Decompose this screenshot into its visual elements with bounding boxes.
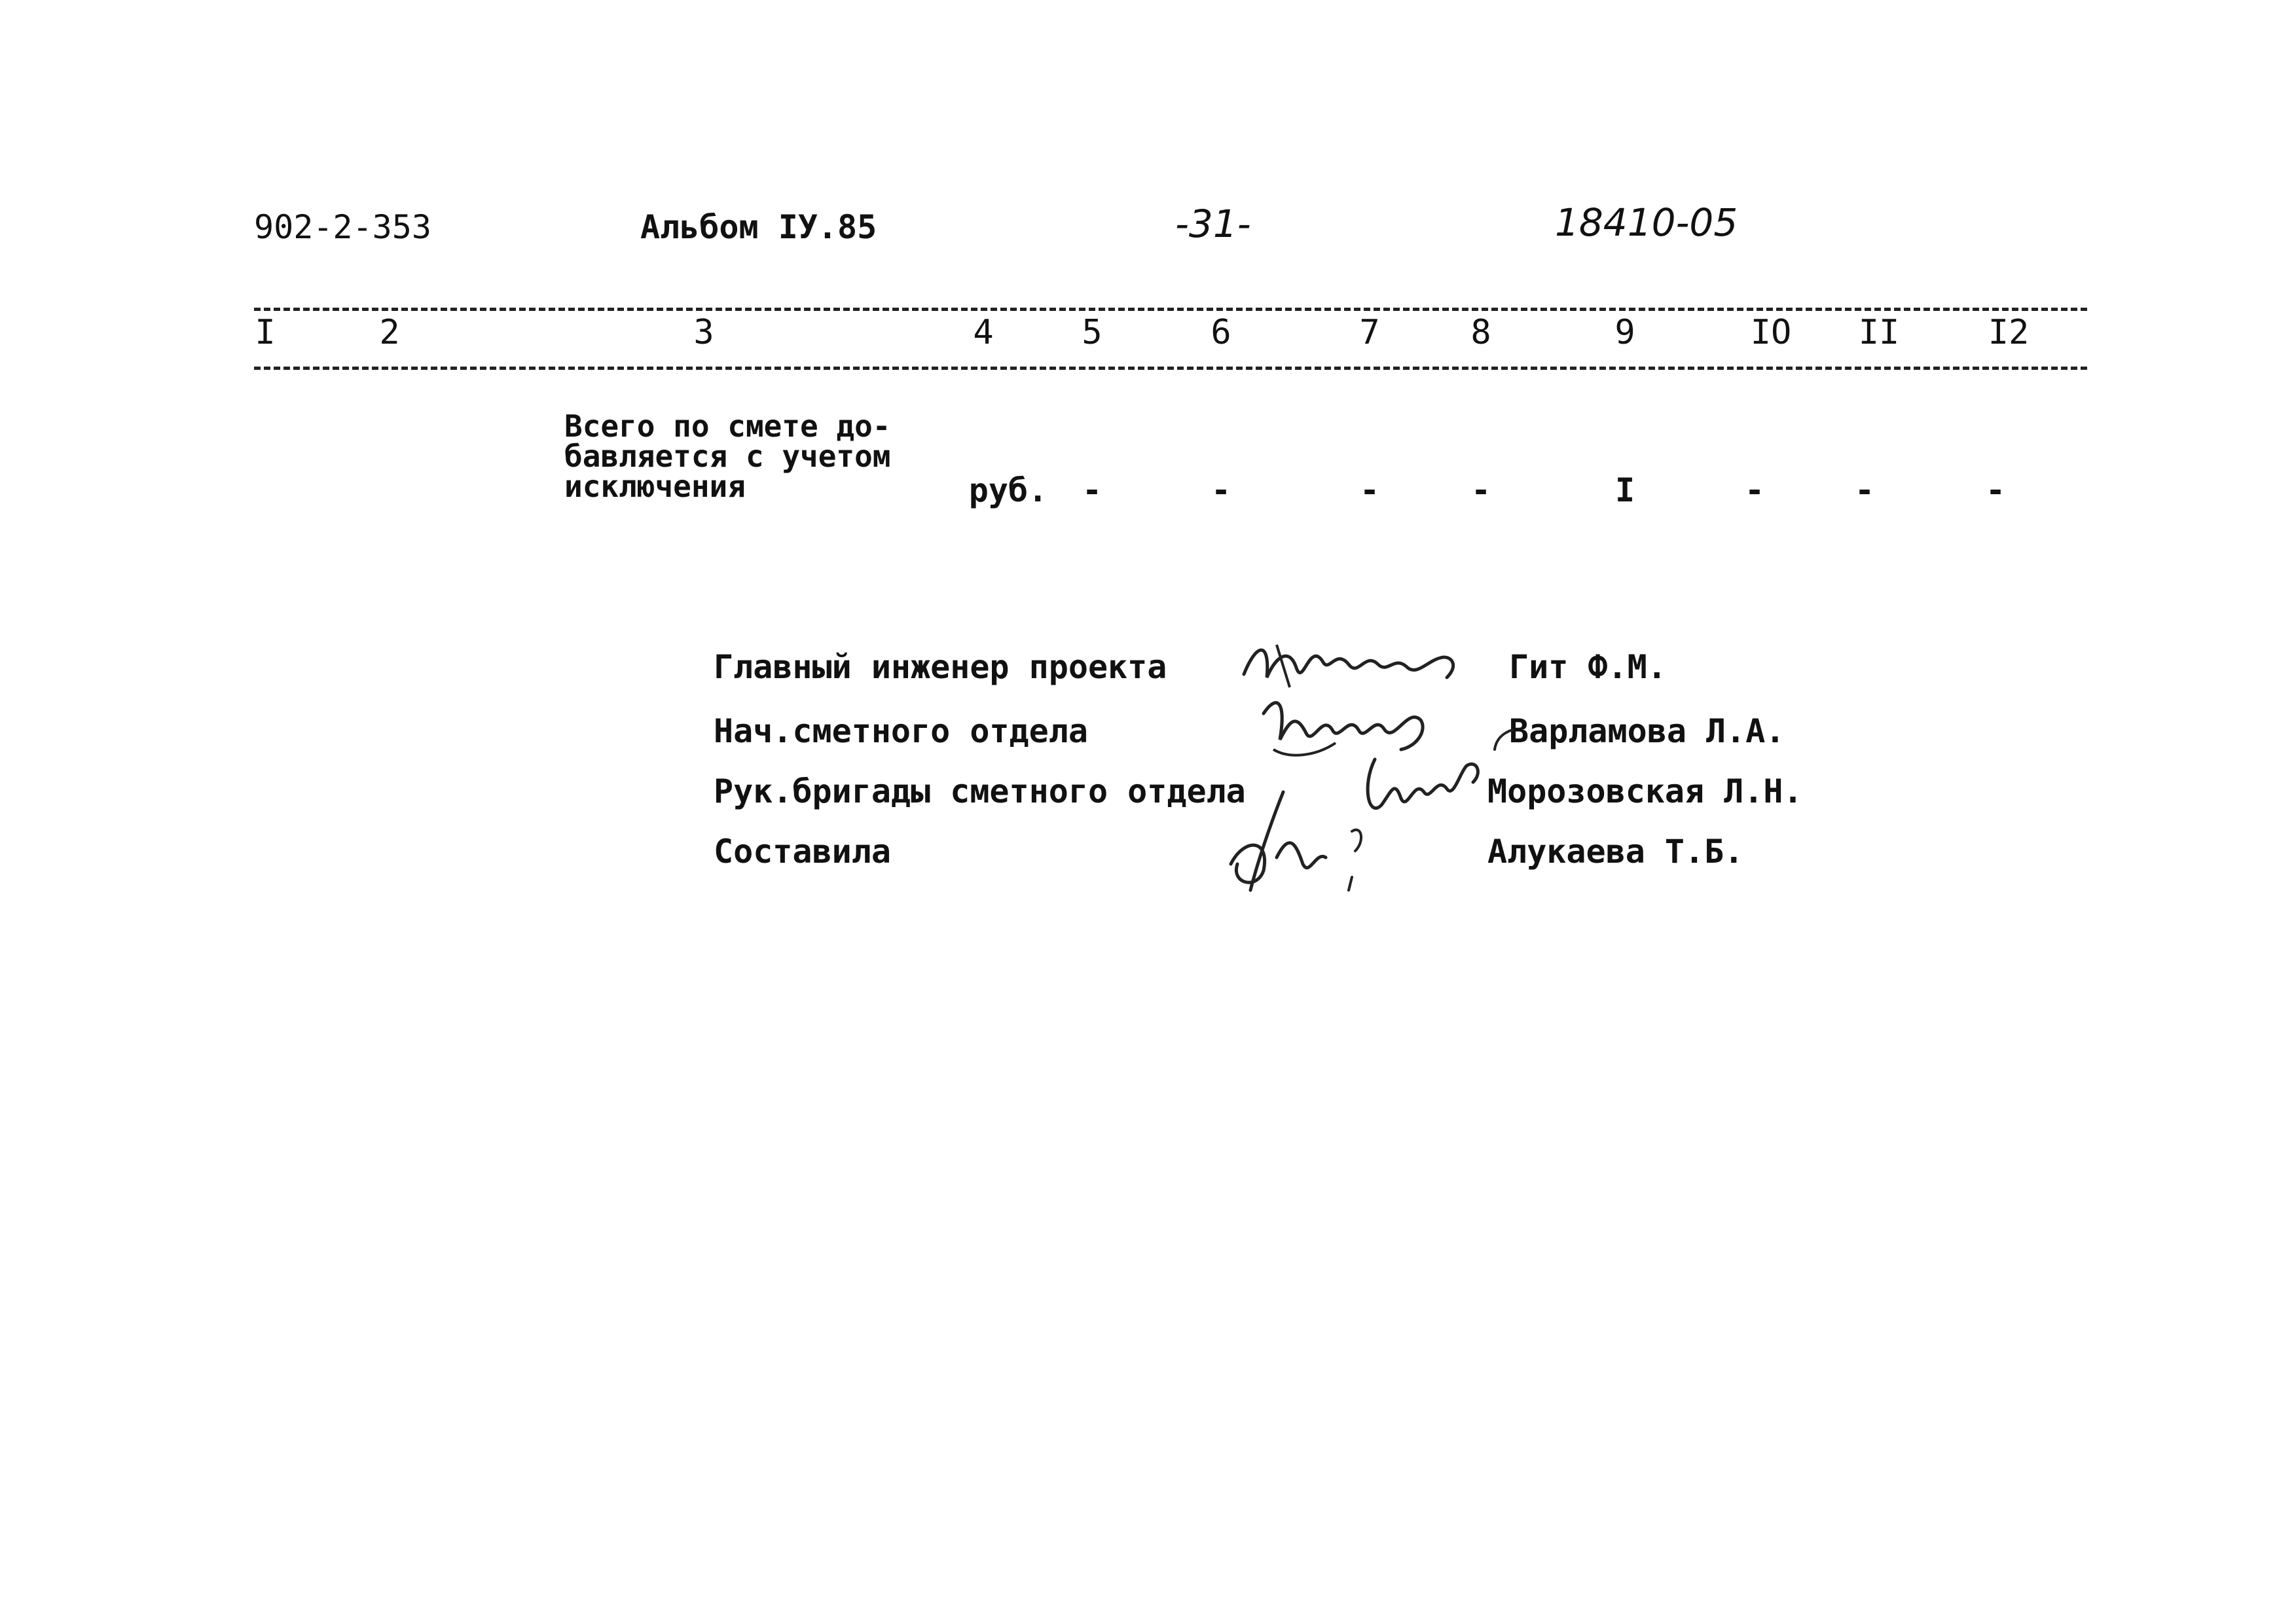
column-number: 7 xyxy=(1359,313,1380,352)
row-value-col12: - xyxy=(1985,471,2006,509)
column-number: 4 xyxy=(973,313,994,352)
column-number: 3 xyxy=(693,313,714,352)
column-number: II xyxy=(1858,313,1900,352)
row-value-col10: - xyxy=(1744,471,1765,509)
signature-name: Алукаева Т.Б. xyxy=(1487,833,1744,871)
signature-name: Морозовская Л.Н. xyxy=(1487,772,1803,810)
column-number: 9 xyxy=(1614,313,1635,352)
signature-name: Варламова Л.А. xyxy=(1509,712,1785,750)
description-line: Всего по смете до- xyxy=(564,408,891,444)
column-number: 8 xyxy=(1470,313,1491,352)
column-number: 6 xyxy=(1211,313,1231,352)
handwritten-signature-compiler xyxy=(1218,785,1388,897)
reference-number: 18410-05 xyxy=(1555,200,1738,245)
row-value-col9: I xyxy=(1614,471,1635,509)
column-number: 5 xyxy=(1082,313,1102,352)
row-value-col6: - xyxy=(1211,471,1231,509)
column-number: I2 xyxy=(1988,313,2030,352)
page-number: -31- xyxy=(1175,202,1251,246)
signature-role: Главный инженер проекта xyxy=(714,648,1167,686)
column-number: 2 xyxy=(379,313,400,352)
pen-tick-mark xyxy=(1489,727,1516,753)
description-line: бавляется с учетом xyxy=(564,439,891,474)
column-number: IO xyxy=(1750,313,1792,352)
description-line: исключения xyxy=(564,469,746,504)
row-value-col5: - xyxy=(1082,471,1102,509)
album-label: Альбом IУ.85 xyxy=(640,208,877,246)
row-value-col8: - xyxy=(1470,471,1491,509)
column-number: I xyxy=(255,313,276,352)
signature-role: Рук.бригады сметного отдела xyxy=(714,772,1246,810)
document-code: 902-2-353 xyxy=(254,208,431,246)
row-description xyxy=(564,408,891,504)
row-value-col7: - xyxy=(1359,471,1380,509)
row-value-col11: - xyxy=(1854,471,1875,509)
signature-name: Гит Ф.М. xyxy=(1509,648,1667,686)
table-top-rule xyxy=(254,308,2087,311)
signature-role: Нач.сметного отдела xyxy=(714,712,1088,750)
signature-role: Составила xyxy=(714,833,891,871)
table-header-rule xyxy=(254,367,2087,370)
row-unit: руб. xyxy=(968,471,1048,509)
